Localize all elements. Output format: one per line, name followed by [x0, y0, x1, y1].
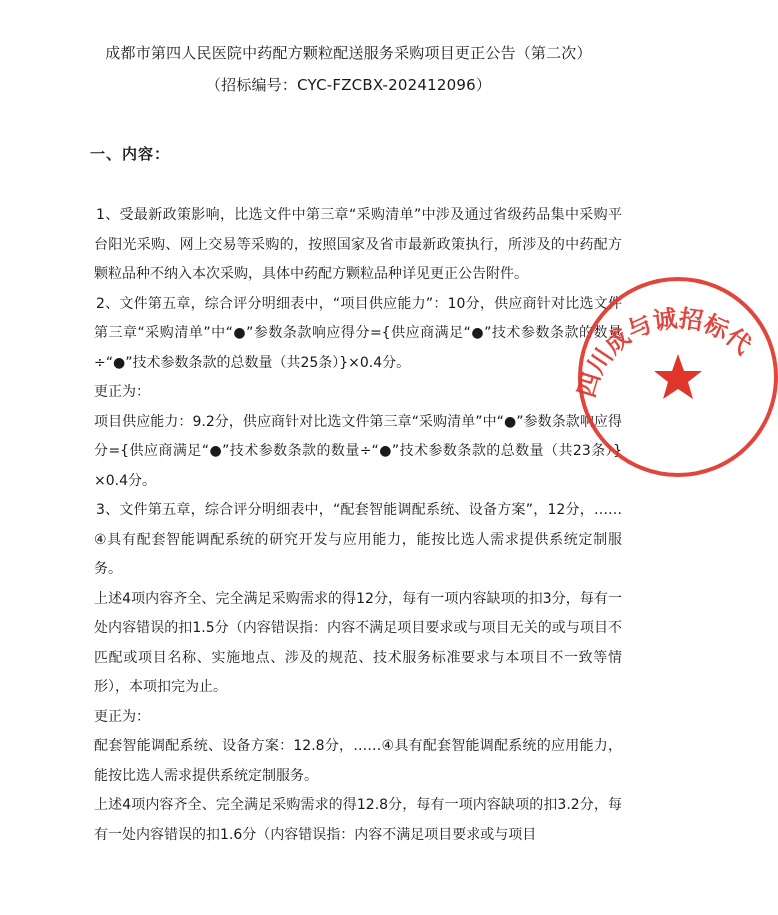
official-seal-stamp: [572, 292, 778, 442]
corrected-text: 项目供应能力：9.2分，供应商针对比选文件第三章“采购清单”中“●”参数条款响应得分={供应商满足“●”技术参数条款的数量÷“●”技术参数条款的总数量（共23条）}×0.4分。: [94, 413, 622, 489]
corrected-text: 配套智能调配系统、设备方案：12.8分，……④具有配套智能调配系统的应用能力，能按比选人需求提供系统定制服务。: [94, 738, 622, 784]
svg-text:四川成与诚招标代: 四川成与诚招标代: [572, 304, 757, 401]
section-heading: 一、内容：: [90, 145, 171, 163]
star-icon: [654, 354, 702, 399]
tender-number: （招标编号：CYC-FZCBX-202412096）: [205, 76, 492, 94]
paragraph-item-2: 2、文件第五章，综合评分明细表中，“项目供应能力”：10分，供应商针对比选文件第三章“采购清单”中“●”参数条款响应得分={供应商满足“●”技术参数条款的数量÷“●”技术参数条款的总数量（共25条）}×0.4分。: [94, 295, 622, 371]
correction-label: 更正为：: [94, 384, 150, 400]
document-title: 成都市第四人民医院中药配方颗粒配送服务采购项目更正公告（第二次）: [105, 44, 592, 62]
document-body: [94, 201, 622, 850]
corrected-text: 上述4项内容齐全、完全满足采购需求的得12.8分，每有一项内容缺项的扣3.2分，每有一处内容错误的扣1.6分（内容错误指：内容不满足项目要求或与项目: [94, 797, 622, 843]
paragraph-item-3: 3、文件第五章，综合评分明细表中，“配套智能调配系统、设备方案”，12分，……④具有配套智能调配系统的研究开发与应用能力，能按比选人需求提供系统定制服务。: [94, 502, 622, 577]
paragraph-item-1: 1、受最新政策影响，比选文件中第三章“采购清单”中涉及通过省级药品集中采购平台阳光采购、网上交易等采购的，按照国家及省市最新政策执行，所涉及的中药配方颗粒品种不纳入本次采购，具体中药配方颗粒品种详见更正公告附件。: [94, 207, 622, 282]
paragraph-text: 上述4项内容齐全、完全满足采购需求的得12分，每有一项内容缺项的扣3分，每有一处内容错误的扣1.5分（内容错误指：内容不满足项目要求或与项目无关的或与项目不匹配或项目名称、实施地点、涉及的规范、技术服务标准要求与本项目不一致等情形），本项扣完为止。: [94, 590, 622, 695]
correction-label: 更正为：: [94, 708, 150, 725]
